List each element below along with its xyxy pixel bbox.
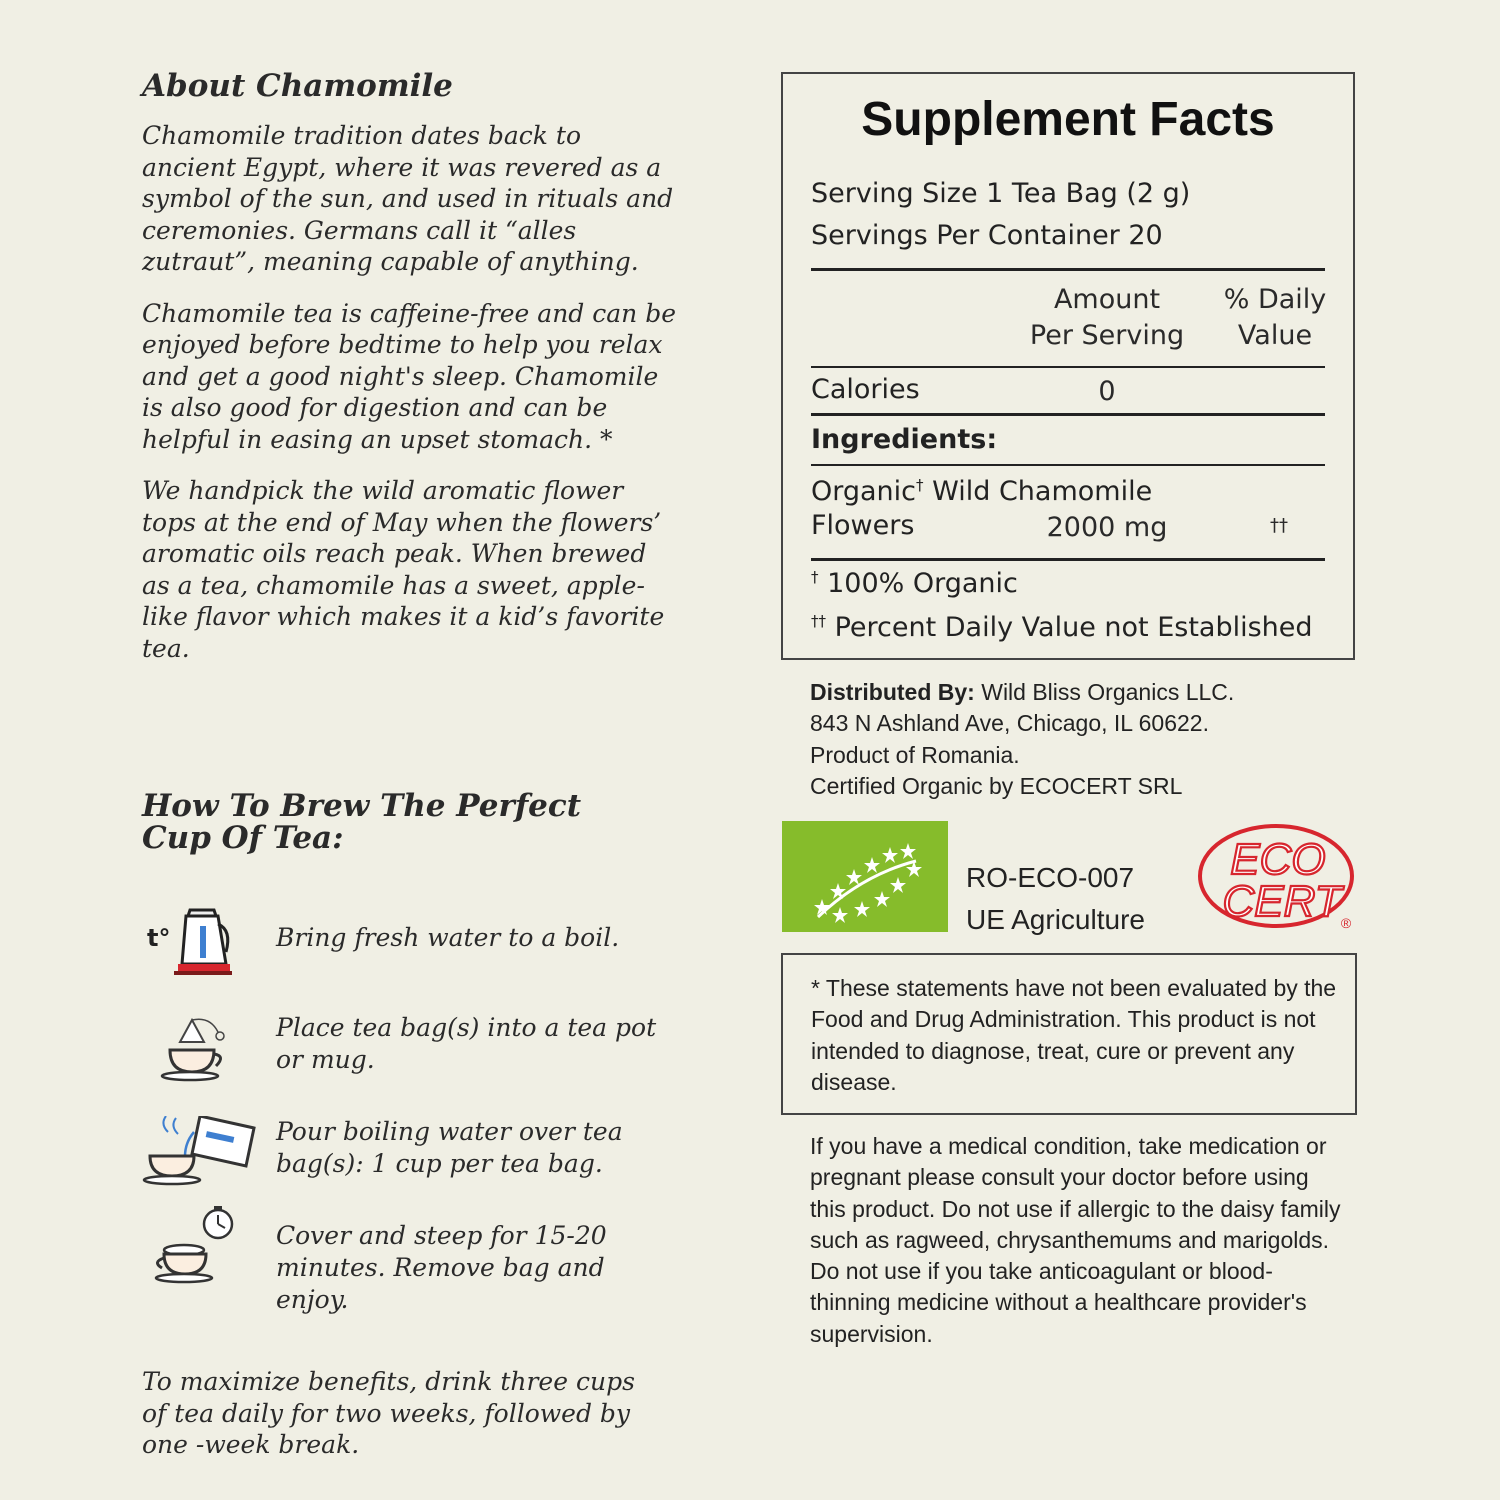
ingredient-amount: 2000 mg [1046, 512, 1168, 543]
brew-step-4-text: Cover and steep for 15-20 minutes. Remove bag and enjoy. [276, 1221, 607, 1314]
calories-value: 0 [1098, 376, 1116, 407]
footnote-dv-text: Percent Daily Value not Established [834, 612, 1313, 643]
about-paragraph-1: Chamomile tradition dates back to ancient Egypt, where it was revered as a symbol of the sun, and used in rituals and ceremonies. Germans call it “alles zutraut”, meaning capable of anything. [142, 121, 674, 276]
svg-text:CERT: CERT [1222, 877, 1342, 926]
footnote-organic [811, 568, 1018, 599]
servings-per-container: Servings Per Container 20 [811, 220, 1163, 251]
product-origin: Product of Romania. [810, 741, 1020, 768]
about-title: About Chamomile [142, 68, 453, 104]
rule-thin-2 [811, 464, 1325, 466]
supplement-facts-panel [781, 72, 1355, 660]
rule-thick-3 [811, 558, 1325, 561]
about-paragraph-3: We handpick the wild aromatic flower tops at the end of May when the flowers’ aromatic oils reach peak. When brewed as a tea, chamomile has a sweet, apple-like flavor which makes it a kid’s favorite tea. [142, 476, 665, 663]
svg-text:ECO: ECO [1230, 835, 1326, 884]
certified-by: Certified Organic by ECOCERT SRL [810, 772, 1183, 799]
facts-title: Supplement Facts [861, 93, 1275, 146]
temperature-label: t° [147, 924, 171, 952]
brew-title-line2: Cup Of Tea: [142, 820, 344, 856]
amount-header-line2: Per Serving [1029, 320, 1185, 351]
rule-thick-2 [811, 413, 1325, 416]
ingredient-line2: Flowers [811, 510, 915, 541]
distributor-line [810, 677, 1370, 708]
eco-region: UE Agriculture [966, 904, 1145, 935]
eu-organic-leaf-logo [782, 821, 948, 932]
svg-text:®: ® [1340, 915, 1352, 931]
brew-title [142, 790, 682, 854]
footnote-dv [811, 612, 1313, 643]
brew-step-1-text: Bring fresh water to a boil. [276, 923, 620, 952]
closing-note: To maximize benefits, drink three cups of tea daily for two weeks, followed by one -week break. [142, 1367, 635, 1459]
daily-value-header-line1: % Daily [1223, 284, 1327, 315]
brew-step-3-text: Pour boiling water over tea bag(s): 1 cup per tea bag. [276, 1117, 623, 1178]
ingredients-label: Ingredients: [811, 424, 998, 455]
fda-disclaimer-text: * These statements have not been evaluated by the Food and Drug Administration. This product is not intended to diagnose, treat, cure or prevent any disease. [811, 975, 1337, 1095]
ingredient-prefix: Organic [811, 476, 917, 507]
brew-title-line1: How To Brew The Perfect [142, 788, 582, 824]
pour-water-icon [142, 1116, 260, 1196]
ingredient-daily-value: †† [1270, 515, 1288, 536]
eco-code-block [966, 857, 1145, 941]
calories-label: Calories [811, 374, 920, 405]
eco-code: RO-ECO-007 [966, 862, 1135, 893]
rule-thin-1 [811, 366, 1325, 368]
footnote-organic-text: 100% Organic [827, 568, 1018, 599]
footnote-dv-mark: †† [811, 612, 826, 630]
distributor-info [810, 677, 1370, 802]
daily-value-header [1217, 282, 1333, 354]
distributor-address: 843 N Ashland Ave, Chicago, IL 60622. [810, 710, 1209, 737]
serving-size: Serving Size 1 Tea Bag (2 g) [811, 178, 1191, 209]
fda-disclaimer-box [781, 953, 1357, 1115]
ingredient-name [811, 476, 1152, 507]
teabag-mug-icon [142, 1012, 260, 1092]
footnote-organic-mark: † [811, 568, 819, 586]
medical-warning: If you have a medical condition, take medication or pregnant please consult your doctor before using this product. Do not use if allergic to the daisy family such as ragweed, chrysanthemums and marigolds. Do not use if you take anticoagulant or blood-thinning medicine without a healthcare provider's supervision. [810, 1133, 1341, 1347]
ingredient-dagger: † [916, 476, 924, 494]
kettle-icon [142, 906, 260, 986]
distributor-label: Distributed By: [810, 679, 975, 705]
about-section [142, 66, 682, 684]
ingredient-rest: Wild Chamomile [923, 476, 1153, 507]
brew-step-2-text: Place tea bag(s) into a tea pot or mug. [276, 1013, 657, 1074]
about-paragraph-2: Chamomile tea is caffeine-free and can be enjoyed before bedtime to help you relax and get a good night's sleep. Chamomile is also good for digestion and can be helpful in easing an upset stomach. * [142, 298, 676, 454]
ecocert-logo [1196, 822, 1358, 932]
amount-header-line1: Amount [1053, 284, 1161, 315]
daily-value-header-line2: Value [1237, 320, 1313, 351]
distributor-name: Wild Bliss Organics LLC. [974, 679, 1235, 705]
steep-timer-icon [142, 1220, 260, 1300]
amount-header [1029, 282, 1185, 354]
rule-thick-1 [811, 268, 1325, 271]
